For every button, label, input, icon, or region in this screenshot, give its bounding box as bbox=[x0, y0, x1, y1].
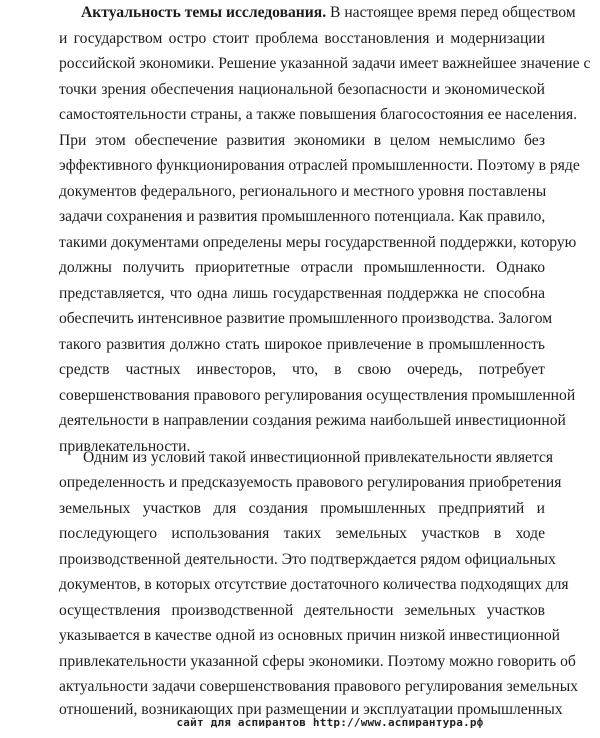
text-line bbox=[81, 0, 576, 26]
line-text: В настоящее время перед обществом bbox=[326, 4, 576, 21]
text-line: российской экономики. Решение указанной задачи имеет важнейшее значение с bbox=[59, 55, 591, 72]
text-line: осуществления производственной деятельности земельных участков bbox=[59, 602, 545, 619]
text-line: деятельности в направлении создания режима наибольшей инвестиционной bbox=[59, 412, 566, 429]
text-line: определенность и предсказуемость правового регулирования приобретения bbox=[59, 474, 562, 491]
text-line: документов федерального, регионального и местного уровня поставлены bbox=[59, 183, 547, 200]
text-line: самостоятельности страны, а также повышения благосостояния ее населения. bbox=[59, 106, 578, 123]
text-line: эффективного функционирования отраслей промышленности. Поэтому в ряде bbox=[59, 157, 580, 174]
text-line: представляется, что одна лишь государственная поддержка не способна bbox=[59, 285, 545, 302]
text-line: земельных участков для создания промышленных предприятий и bbox=[59, 500, 545, 517]
text-line: точки зрения обеспечения национальной безопасности и экономической bbox=[59, 81, 545, 98]
text-line: привлекательности. bbox=[59, 438, 191, 455]
text-line: производственной деятельности. Это подтверждается рядом официальных bbox=[59, 551, 556, 568]
text-line: При этом обеспечение развития экономики в целом немыслимо без bbox=[59, 132, 545, 149]
text-line: и государством остро стоит проблема восстановления и модернизации bbox=[59, 30, 545, 47]
text-line: отношений, возникающих при размещении и эксплуатации промышленных bbox=[59, 701, 563, 718]
text-line: актуальности задачи совершенствования правового регулирования земельных bbox=[59, 678, 579, 695]
section-heading: Актуальность темы исследования. bbox=[81, 4, 327, 21]
text-line: средств частных инвесторов, что, в свою очередь, потребует bbox=[59, 361, 545, 378]
text-line: такого развития должно стать широкое привлечение в промышленность bbox=[59, 336, 545, 353]
text-line: должны получить приоритетные отрасли промышленности. Однако bbox=[59, 259, 545, 276]
site-footer-text: сайт для аспирантов http://www.аспирантура.рф bbox=[176, 716, 484, 729]
text-line: последующего использования таких земельных участков в ходе bbox=[59, 525, 545, 542]
text-line: задачи сохранения и развития промышленного потенциала. Как правило, bbox=[59, 208, 546, 225]
text-line: совершенствования правового регулирования осуществления промышленной bbox=[59, 387, 576, 404]
text-line: указывается в качестве одной из основных причин низкой инвестиционной bbox=[59, 627, 561, 644]
text-line: такими документами определены меры государственной поддержки, которую bbox=[59, 234, 577, 251]
text-line: Одним из условий такой инвестиционной привлекательности является bbox=[83, 449, 554, 466]
text-line: привлекательности указанной сферы экономики. Поэтому можно говорить об bbox=[59, 653, 576, 670]
text-line: обеспечить интенсивное развитие промышленного производства. Залогом bbox=[59, 310, 553, 327]
text-line: документов, в которых отсутствие достаточного количества подходящих для bbox=[59, 576, 569, 593]
